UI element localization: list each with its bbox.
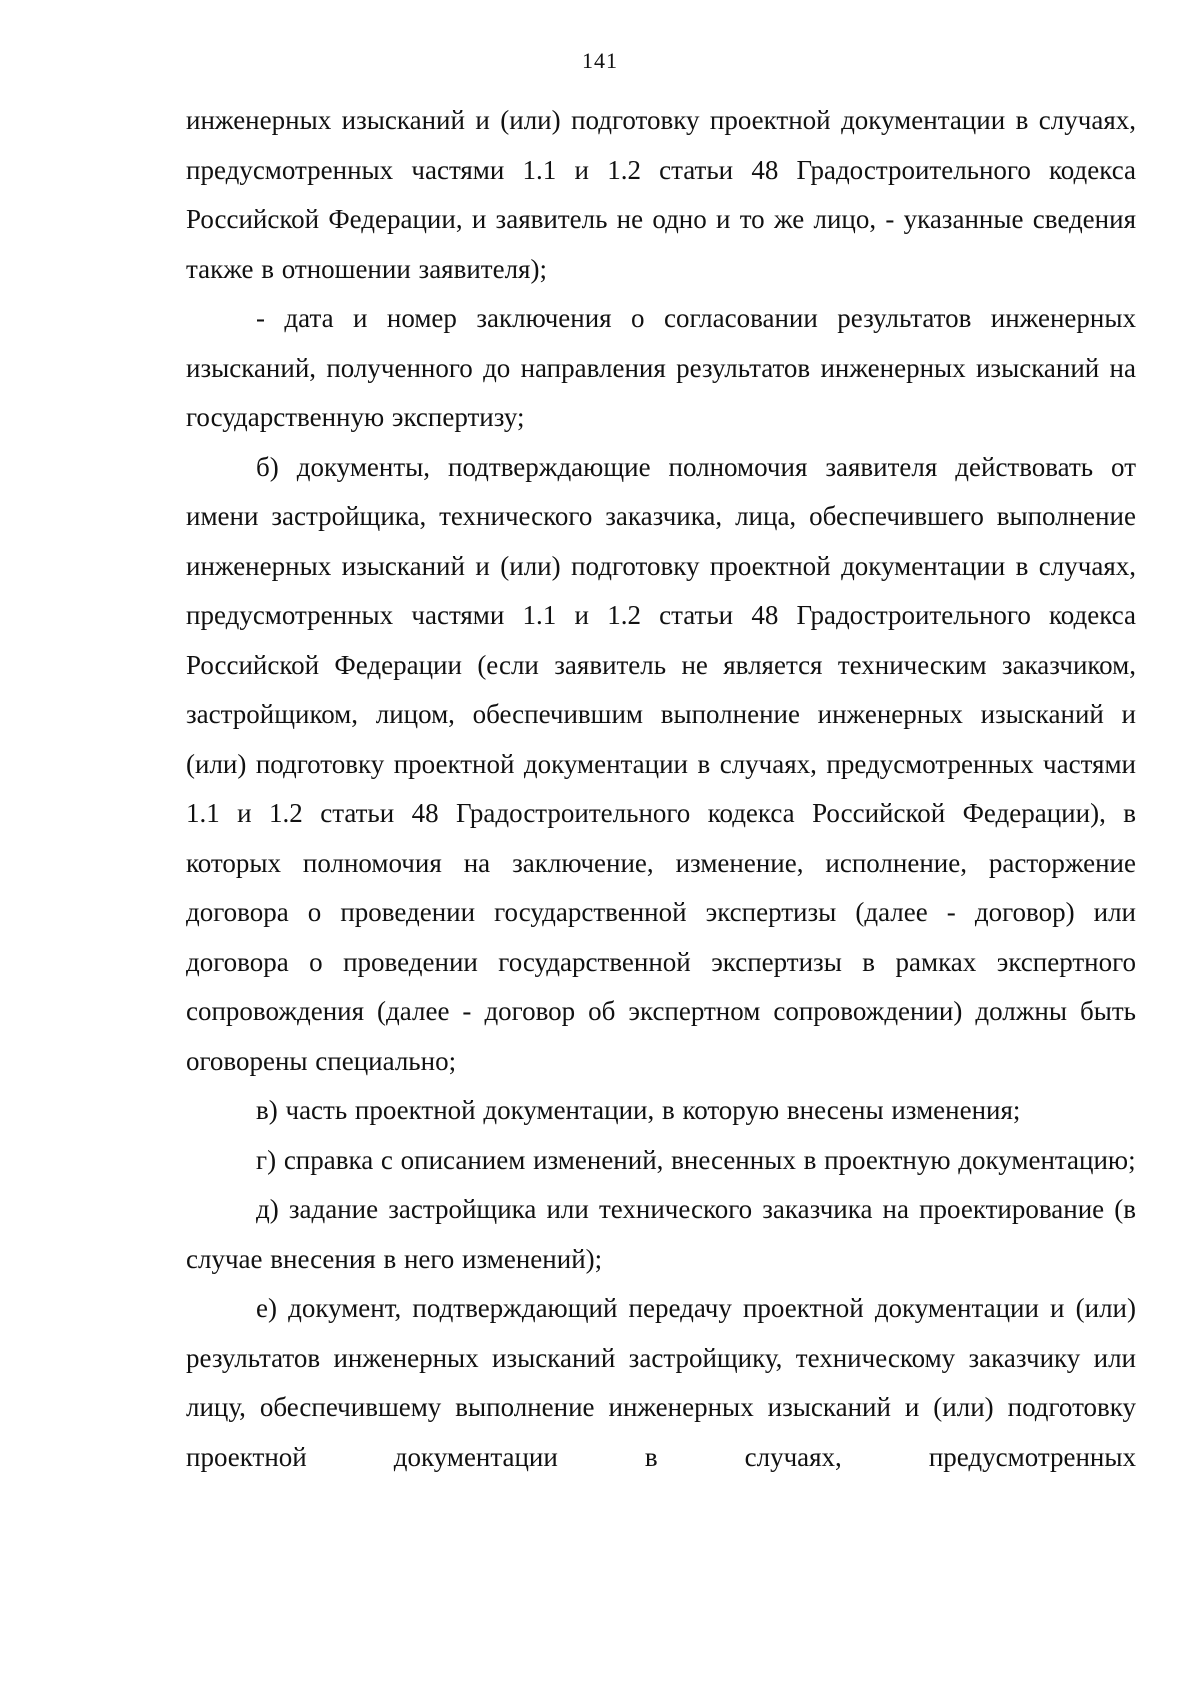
paragraph-conclusion-date: - дата и номер заключения о согласовании результатов инженерных изысканий, полученного до направления результатов инженерных изысканий на государственную экспертизу;: [186, 303, 1136, 432]
paragraph-item-e: е) документ, подтверждающий передачу проектной документации и (или) результатов инженерных изысканий застройщику, техническому заказчику или лицу, обеспечившему выполнение инженерных изысканий и (или) подготовку проектной документации в случаях, предусмотренных: [186, 1293, 1136, 1472]
document-body: [186, 96, 1136, 1482]
paragraph-item-v: в) часть проектной документации, в которую внесены изменения;: [256, 1095, 1021, 1125]
page-number: 141: [582, 48, 618, 73]
paragraph-item-b: б) документы, подтверждающие полномочия заявителя действовать от имени застройщика, технического заказчика, лица, обеспечившего выполнение инженерных изысканий и (или) подготовку проектной документации в случаях, предусмотренных частями 1.1 и 1.2 статьи 48 Градостроительного кодекса Российской Федерации (если заявитель не является техническим заказчиком, застройщиком, лицом, обеспечившим выполнение инженерных изысканий и (или) подготовку проектной документации в случаях, предусмотренных частями 1.1 и 1.2 статьи 48 Градостроительного кодекса Российской Федерации), в которых полномочия на заключение, изменение, исполнение, расторжение договора о проведении государственной экспертизы (далее - договор) или договора о проведении государственной экспертизы в рамках экспертного сопровождения (далее - договор об экспертном сопровождении) должны быть оговорены специально;: [186, 451, 1136, 1076]
paragraph-item-d: д) задание застройщика или технического заказчика на проектирование (в случае внесения в него изменений);: [186, 1194, 1136, 1274]
paragraph-item-g: г) справка с описанием изменений, внесенных в проектную документацию;: [256, 1144, 1136, 1175]
paragraph-continuation: инженерных изысканий и (или) подготовку проектной документации в случаях, предусмотренных частями 1.1 и 1.2 статьи 48 Градостроительного кодекса Российской Федерации, и заявитель не одно и то же лицо, - указанные сведения также в отношении заявителя);: [186, 105, 1136, 284]
